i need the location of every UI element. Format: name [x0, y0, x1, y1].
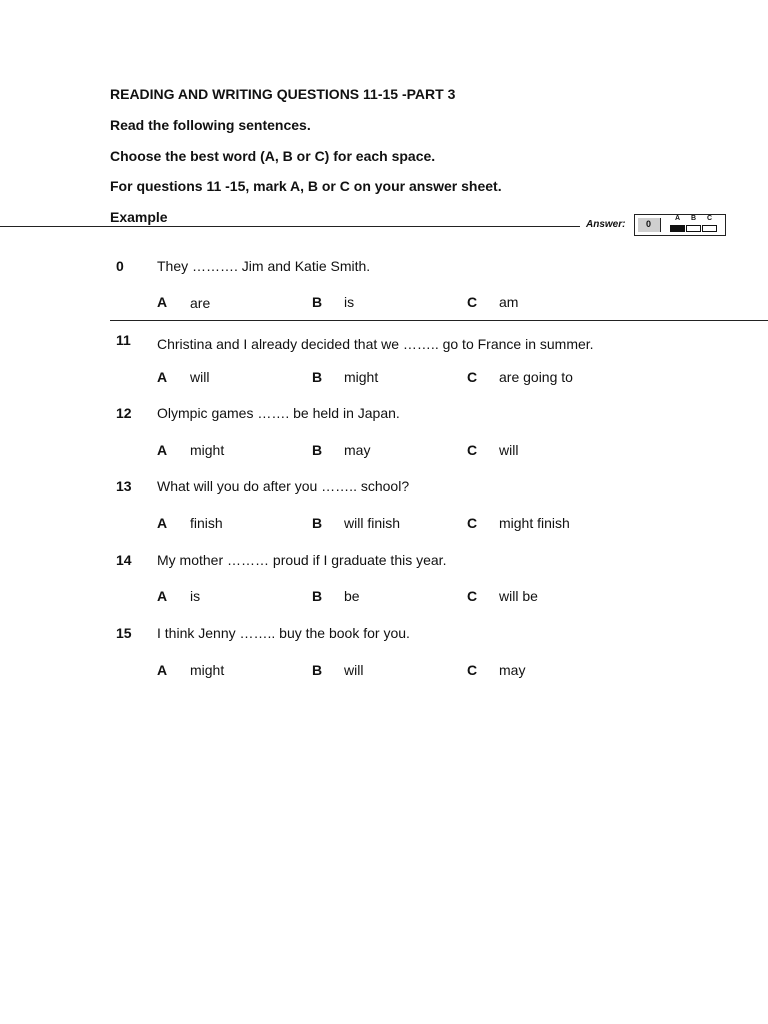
example-label: Example: [110, 209, 168, 225]
answer-mark-c: [702, 225, 717, 232]
option-letter-a: A: [157, 515, 168, 531]
option-text-c: am: [499, 294, 519, 310]
question-number: 11: [116, 332, 131, 348]
option-letter-a: A: [157, 369, 168, 385]
option-letter-a: A: [157, 294, 168, 310]
option-text-a: are: [190, 295, 211, 311]
answer-number-cell: [638, 218, 661, 232]
answer-letter-a: A: [675, 215, 681, 222]
option-letter-b: B: [312, 369, 323, 385]
option-text-c: will be: [499, 588, 538, 604]
option-letter-a: A: [157, 662, 168, 678]
question-number: 14: [116, 552, 132, 568]
question-text: Olympic games ……. be held in Japan.: [157, 405, 400, 421]
answer-letter-c: C: [707, 215, 713, 222]
option-letter-b: B: [312, 662, 323, 678]
option-text-b: will finish: [344, 515, 401, 531]
option-letter-c: C: [467, 369, 478, 385]
question-number: 12: [116, 405, 132, 421]
option-text-b: be: [344, 588, 360, 604]
answer-mark-b: [686, 225, 701, 232]
answer-key-box: [634, 214, 726, 236]
option-letter-b: B: [312, 515, 323, 531]
instruction-choose: Choose the best word (A, B or C) for each space.: [110, 148, 436, 164]
question-number: 15: [116, 625, 132, 641]
option-text-c: might finish: [499, 515, 570, 531]
option-text-a: might: [190, 662, 225, 678]
option-letter-c: C: [467, 515, 478, 531]
answer-number: 0: [646, 219, 652, 229]
option-text-c: are going to: [499, 369, 573, 385]
option-text-c: may: [499, 662, 526, 678]
option-letter-c: C: [467, 588, 478, 604]
option-letter-a: A: [157, 588, 168, 604]
option-text-a: is: [190, 588, 201, 604]
question-text: Christina and I already decided that we …….. go to France in summer.: [157, 336, 594, 352]
option-letter-c: C: [467, 442, 478, 458]
option-text-a: will: [190, 369, 210, 385]
option-letter-b: B: [312, 294, 323, 310]
option-letter-c: C: [467, 294, 478, 310]
option-letter-b: B: [312, 588, 323, 604]
option-letter-b: B: [312, 442, 323, 458]
question-text: I think Jenny …….. buy the book for you.: [157, 625, 410, 641]
option-text-b: might: [344, 369, 379, 385]
option-text-b: is: [344, 294, 355, 310]
answer-label: Answer:: [586, 219, 626, 230]
question-text: They ………. Jim and Katie Smith.: [157, 258, 371, 274]
instruction-read: Read the following sentences.: [110, 117, 311, 133]
question-text: What will you do after you …….. school?: [157, 478, 410, 494]
option-letter-a: A: [157, 442, 168, 458]
question-number: 13: [116, 478, 132, 494]
answer-letter-b: B: [691, 215, 697, 222]
question-number: 0: [116, 258, 124, 274]
option-letter-c: C: [467, 662, 478, 678]
example-divider: [0, 226, 580, 227]
option-text-b: may: [344, 442, 371, 458]
option-text-c: will: [499, 442, 519, 458]
example-end-divider: [110, 320, 768, 321]
option-text-a: might: [190, 442, 225, 458]
answer-mark-a-filled: [670, 225, 685, 232]
instruction-mark: For questions 11 -15, mark A, B or C on your answer sheet.: [110, 178, 502, 194]
question-text: My mother ……… proud if I graduate this year.: [157, 552, 447, 568]
option-text-b: will: [344, 662, 364, 678]
option-text-a: finish: [190, 515, 223, 531]
page-title: READING AND WRITING QUESTIONS 11-15 -PART 3: [110, 86, 456, 102]
